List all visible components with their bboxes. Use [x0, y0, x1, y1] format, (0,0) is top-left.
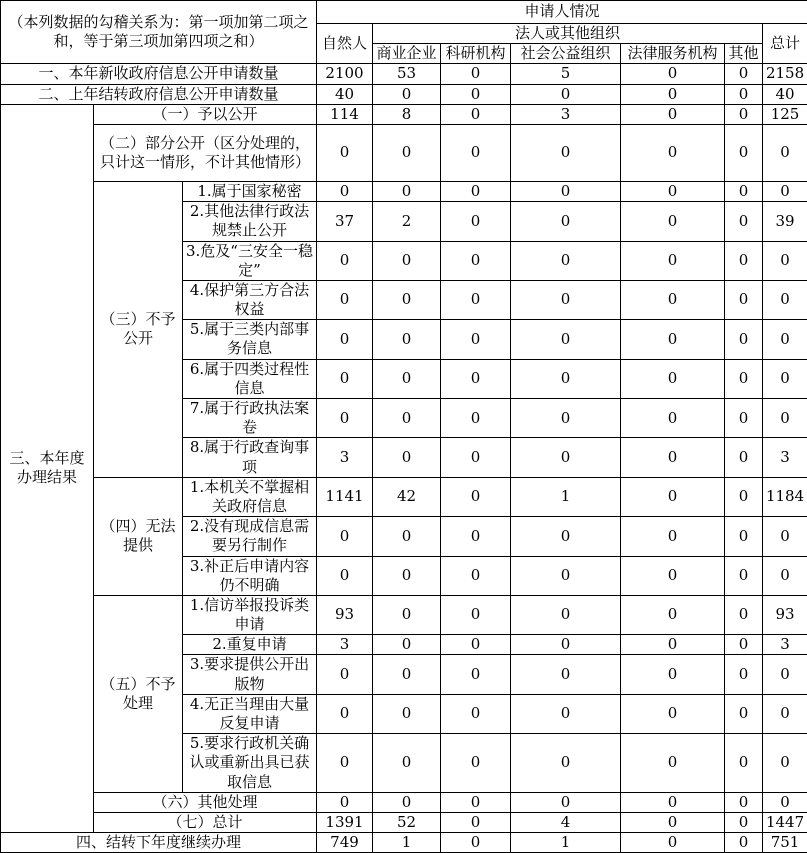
data-cell: 0 [373, 320, 441, 359]
data-cell: 0 [725, 792, 763, 812]
data-cell: 0 [621, 104, 725, 124]
header-commercial-enterprise: 商业企业 [373, 44, 441, 64]
data-cell: 1 [373, 833, 441, 853]
data-cell: 0 [441, 635, 511, 655]
data-cell: 3 [317, 438, 373, 477]
data-cell: 0 [725, 124, 763, 181]
data-cell: 0 [511, 320, 621, 359]
data-cell: 0 [373, 517, 441, 556]
data-cell: 0 [441, 655, 511, 694]
data-cell: 0 [441, 241, 511, 280]
data-cell: 0 [441, 124, 511, 181]
row-label-unable-1: 1.本机关不掌握相关政府信息 [183, 477, 317, 516]
data-cell: 0 [511, 792, 621, 812]
data-cell: 0 [621, 359, 725, 398]
data-cell: 0 [511, 280, 621, 319]
data-cell: 0 [763, 556, 807, 595]
data-cell: 0 [725, 812, 763, 832]
data-cell: 0 [441, 399, 511, 438]
header-natural-person: 自然人 [317, 24, 373, 64]
data-cell: 0 [317, 655, 373, 694]
data-cell: 0 [725, 241, 763, 280]
table-row [1, 181, 807, 201]
data-cell: 0 [725, 359, 763, 398]
data-cell: 0 [621, 517, 725, 556]
data-cell: 0 [621, 792, 725, 812]
data-cell: 1391 [317, 812, 373, 832]
data-cell: 42 [373, 477, 441, 516]
header-legal-org: 法人或其他组织 [373, 24, 763, 44]
data-cell: 0 [621, 181, 725, 201]
data-cell: 0 [441, 734, 511, 793]
row-label-denied-7: 7.属于行政执法案卷 [183, 399, 317, 438]
data-cell: 0 [725, 556, 763, 595]
data-cell: 0 [511, 734, 621, 793]
data-cell: 4 [511, 812, 621, 832]
corner-note: （本列数据的勾稽关系为：第一项加第二项之和，等于第三项加第四项之和） [1, 1, 317, 64]
data-cell: 0 [511, 595, 621, 634]
data-cell: 0 [441, 595, 511, 634]
data-cell: 0 [317, 517, 373, 556]
data-cell: 749 [317, 833, 373, 853]
data-cell: 0 [317, 792, 373, 812]
data-cell: 751 [763, 833, 807, 853]
data-cell: 0 [621, 635, 725, 655]
data-cell: 93 [763, 595, 807, 634]
data-cell: 0 [373, 359, 441, 398]
data-cell: 114 [317, 104, 373, 124]
header-research-institution: 科研机构 [441, 44, 511, 64]
data-cell: 3 [511, 104, 621, 124]
data-cell: 2158 [763, 64, 807, 84]
data-cell: 0 [621, 655, 725, 694]
data-cell: 0 [511, 399, 621, 438]
data-cell: 0 [621, 833, 725, 853]
data-cell: 0 [621, 280, 725, 319]
data-cell: 0 [725, 399, 763, 438]
row-label-denied: （三）不予公开 [94, 181, 183, 477]
data-cell: 0 [511, 202, 621, 241]
data-cell: 0 [763, 734, 807, 793]
data-cell: 39 [763, 202, 807, 241]
data-cell: 0 [317, 556, 373, 595]
row-label-denied-4: 4.保护第三方合法权益 [183, 280, 317, 319]
data-cell: 0 [441, 556, 511, 595]
data-cell: 0 [373, 280, 441, 319]
data-cell: 0 [763, 124, 807, 181]
data-cell: 0 [763, 517, 807, 556]
data-cell: 0 [373, 438, 441, 477]
data-cell: 0 [373, 635, 441, 655]
data-cell: 0 [511, 181, 621, 201]
data-cell: 0 [441, 320, 511, 359]
table-row [1, 104, 807, 124]
data-cell: 0 [317, 359, 373, 398]
data-cell: 40 [317, 84, 373, 104]
data-cell: 0 [621, 556, 725, 595]
data-cell: 0 [725, 635, 763, 655]
data-cell: 0 [373, 694, 441, 733]
data-cell: 3 [763, 635, 807, 655]
data-cell: 0 [441, 104, 511, 124]
table-row [1, 124, 807, 181]
data-cell: 0 [621, 477, 725, 516]
data-cell: 0 [441, 812, 511, 832]
data-cell: 5 [511, 64, 621, 84]
table-row [1, 792, 807, 812]
data-cell: 0 [763, 320, 807, 359]
table-row [1, 477, 807, 516]
data-cell: 0 [511, 694, 621, 733]
data-cell: 0 [317, 181, 373, 201]
data-cell: 0 [373, 124, 441, 181]
data-cell: 0 [317, 124, 373, 181]
data-cell: 0 [763, 399, 807, 438]
row-label-not-processed-5: 5.要求行政机关确认或重新出具已获取信息 [183, 734, 317, 793]
data-cell: 0 [621, 241, 725, 280]
data-cell: 0 [621, 320, 725, 359]
data-cell: 0 [763, 241, 807, 280]
row-label-denied-1: 1.属于国家秘密 [183, 181, 317, 201]
data-cell: 0 [763, 181, 807, 201]
row-label-results-section: 三、本年度办理结果 [1, 104, 94, 832]
data-cell: 1184 [763, 477, 807, 516]
data-cell: 0 [373, 84, 441, 104]
header-applicant: 申请人情况 [317, 1, 807, 24]
data-cell: 0 [441, 792, 511, 812]
data-cell: 0 [725, 438, 763, 477]
data-cell: 0 [725, 181, 763, 201]
data-cell: 0 [373, 556, 441, 595]
table-row [1, 812, 807, 832]
data-cell: 2 [373, 202, 441, 241]
row-label-unable: （四）无法提供 [94, 477, 183, 595]
row-label-not-processed-2: 2.重复申请 [183, 635, 317, 655]
data-cell: 0 [725, 595, 763, 634]
row-label-partial: （二）部分公开（区分处理的，只计这一情形，不计其他情形） [94, 124, 317, 181]
data-cell: 0 [725, 833, 763, 853]
data-cell: 0 [317, 320, 373, 359]
data-cell: 0 [621, 812, 725, 832]
data-cell: 0 [511, 438, 621, 477]
data-cell: 0 [373, 399, 441, 438]
data-cell: 0 [725, 694, 763, 733]
data-cell: 0 [621, 595, 725, 634]
data-cell: 1 [511, 833, 621, 853]
data-cell: 0 [441, 280, 511, 319]
data-cell: 0 [511, 241, 621, 280]
header-other: 其他 [725, 44, 763, 64]
data-cell: 0 [373, 181, 441, 201]
data-cell: 0 [441, 64, 511, 84]
data-cell: 0 [511, 84, 621, 104]
data-cell: 0 [725, 655, 763, 694]
row-label-not-processed: （五）不予处理 [94, 595, 183, 792]
data-cell: 0 [441, 694, 511, 733]
row-label-denied-5: 5.属于三类内部事务信息 [183, 320, 317, 359]
data-cell: 3 [763, 438, 807, 477]
row-label-denied-8: 8.属于行政查询事项 [183, 438, 317, 477]
data-cell: 52 [373, 812, 441, 832]
row-label-carried-from-prev: 二、上年结转政府信息公开申请数量 [1, 84, 317, 104]
row-label-granted: （一）予以公开 [94, 104, 317, 124]
row-label-denied-6: 6.属于四类过程性信息 [183, 359, 317, 398]
data-cell: 0 [725, 84, 763, 104]
header-social-welfare-org: 社会公益组织 [511, 44, 621, 64]
data-cell: 0 [621, 399, 725, 438]
data-cell: 0 [763, 359, 807, 398]
data-cell: 0 [763, 694, 807, 733]
row-label-unable-2: 2.没有现成信息需要另行制作 [183, 517, 317, 556]
data-cell: 0 [725, 202, 763, 241]
row-label-not-processed-3: 3.要求提供公开出版物 [183, 655, 317, 694]
row-label-new-received: 一、本年新收政府信息公开申请数量 [1, 64, 317, 84]
data-cell: 0 [441, 517, 511, 556]
data-cell: 0 [511, 124, 621, 181]
data-cell: 0 [373, 595, 441, 634]
data-cell: 0 [441, 84, 511, 104]
row-label-results-total: （七）总计 [94, 812, 317, 832]
data-cell: 0 [317, 241, 373, 280]
data-cell: 0 [317, 280, 373, 319]
header-total: 总计 [763, 24, 807, 64]
data-cell: 0 [441, 438, 511, 477]
data-cell: 0 [725, 477, 763, 516]
data-cell: 0 [441, 202, 511, 241]
data-cell: 0 [373, 241, 441, 280]
data-cell: 0 [441, 359, 511, 398]
data-cell: 0 [621, 84, 725, 104]
table-row [1, 64, 807, 84]
data-cell: 0 [725, 280, 763, 319]
data-cell: 0 [763, 280, 807, 319]
row-label-not-processed-1: 1.信访举报投诉类申请 [183, 595, 317, 634]
data-cell: 37 [317, 202, 373, 241]
data-cell: 0 [511, 359, 621, 398]
data-cell: 125 [763, 104, 807, 124]
data-cell: 0 [725, 104, 763, 124]
data-cell: 1141 [317, 477, 373, 516]
data-cell: 0 [441, 181, 511, 201]
data-cell: 0 [373, 734, 441, 793]
data-cell: 0 [621, 734, 725, 793]
data-cell: 0 [511, 655, 621, 694]
data-cell: 0 [725, 64, 763, 84]
data-cell: 0 [621, 64, 725, 84]
data-cell: 0 [511, 517, 621, 556]
data-cell: 0 [621, 124, 725, 181]
data-cell: 0 [373, 792, 441, 812]
data-cell: 0 [725, 734, 763, 793]
data-cell: 0 [763, 655, 807, 694]
data-cell: 3 [317, 635, 373, 655]
data-cell: 0 [317, 399, 373, 438]
data-cell: 0 [441, 477, 511, 516]
data-cell: 0 [317, 734, 373, 793]
table-row [1, 84, 807, 104]
row-label-other-handling: （六）其他处理 [94, 792, 317, 812]
table-row [1, 833, 807, 853]
data-cell: 1 [511, 477, 621, 516]
data-cell: 0 [621, 694, 725, 733]
table-row [1, 595, 807, 634]
data-cell: 0 [373, 655, 441, 694]
data-cell: 1447 [763, 812, 807, 832]
row-label-not-processed-4: 4.无正当理由大量反复申请 [183, 694, 317, 733]
data-cell: 0 [725, 517, 763, 556]
data-cell: 0 [621, 202, 725, 241]
header-legal-service-org: 法律服务机构 [621, 44, 725, 64]
data-cell: 8 [373, 104, 441, 124]
data-cell: 0 [725, 320, 763, 359]
row-label-unable-3: 3.补正后申请内容仍不明确 [183, 556, 317, 595]
row-label-denied-2: 2.其他法律行政法规禁止公开 [183, 202, 317, 241]
data-cell: 0 [317, 694, 373, 733]
data-cell: 0 [621, 438, 725, 477]
data-cell: 0 [441, 833, 511, 853]
data-cell: 0 [511, 635, 621, 655]
row-label-denied-3: 3.危及“三安全一稳定” [183, 241, 317, 280]
data-cell: 0 [763, 792, 807, 812]
data-cell: 53 [373, 64, 441, 84]
data-cell: 40 [763, 84, 807, 104]
row-label-carry-to-next: 四、结转下年度继续办理 [1, 833, 317, 853]
data-cell: 93 [317, 595, 373, 634]
data-cell: 2100 [317, 64, 373, 84]
data-cell: 0 [511, 556, 621, 595]
